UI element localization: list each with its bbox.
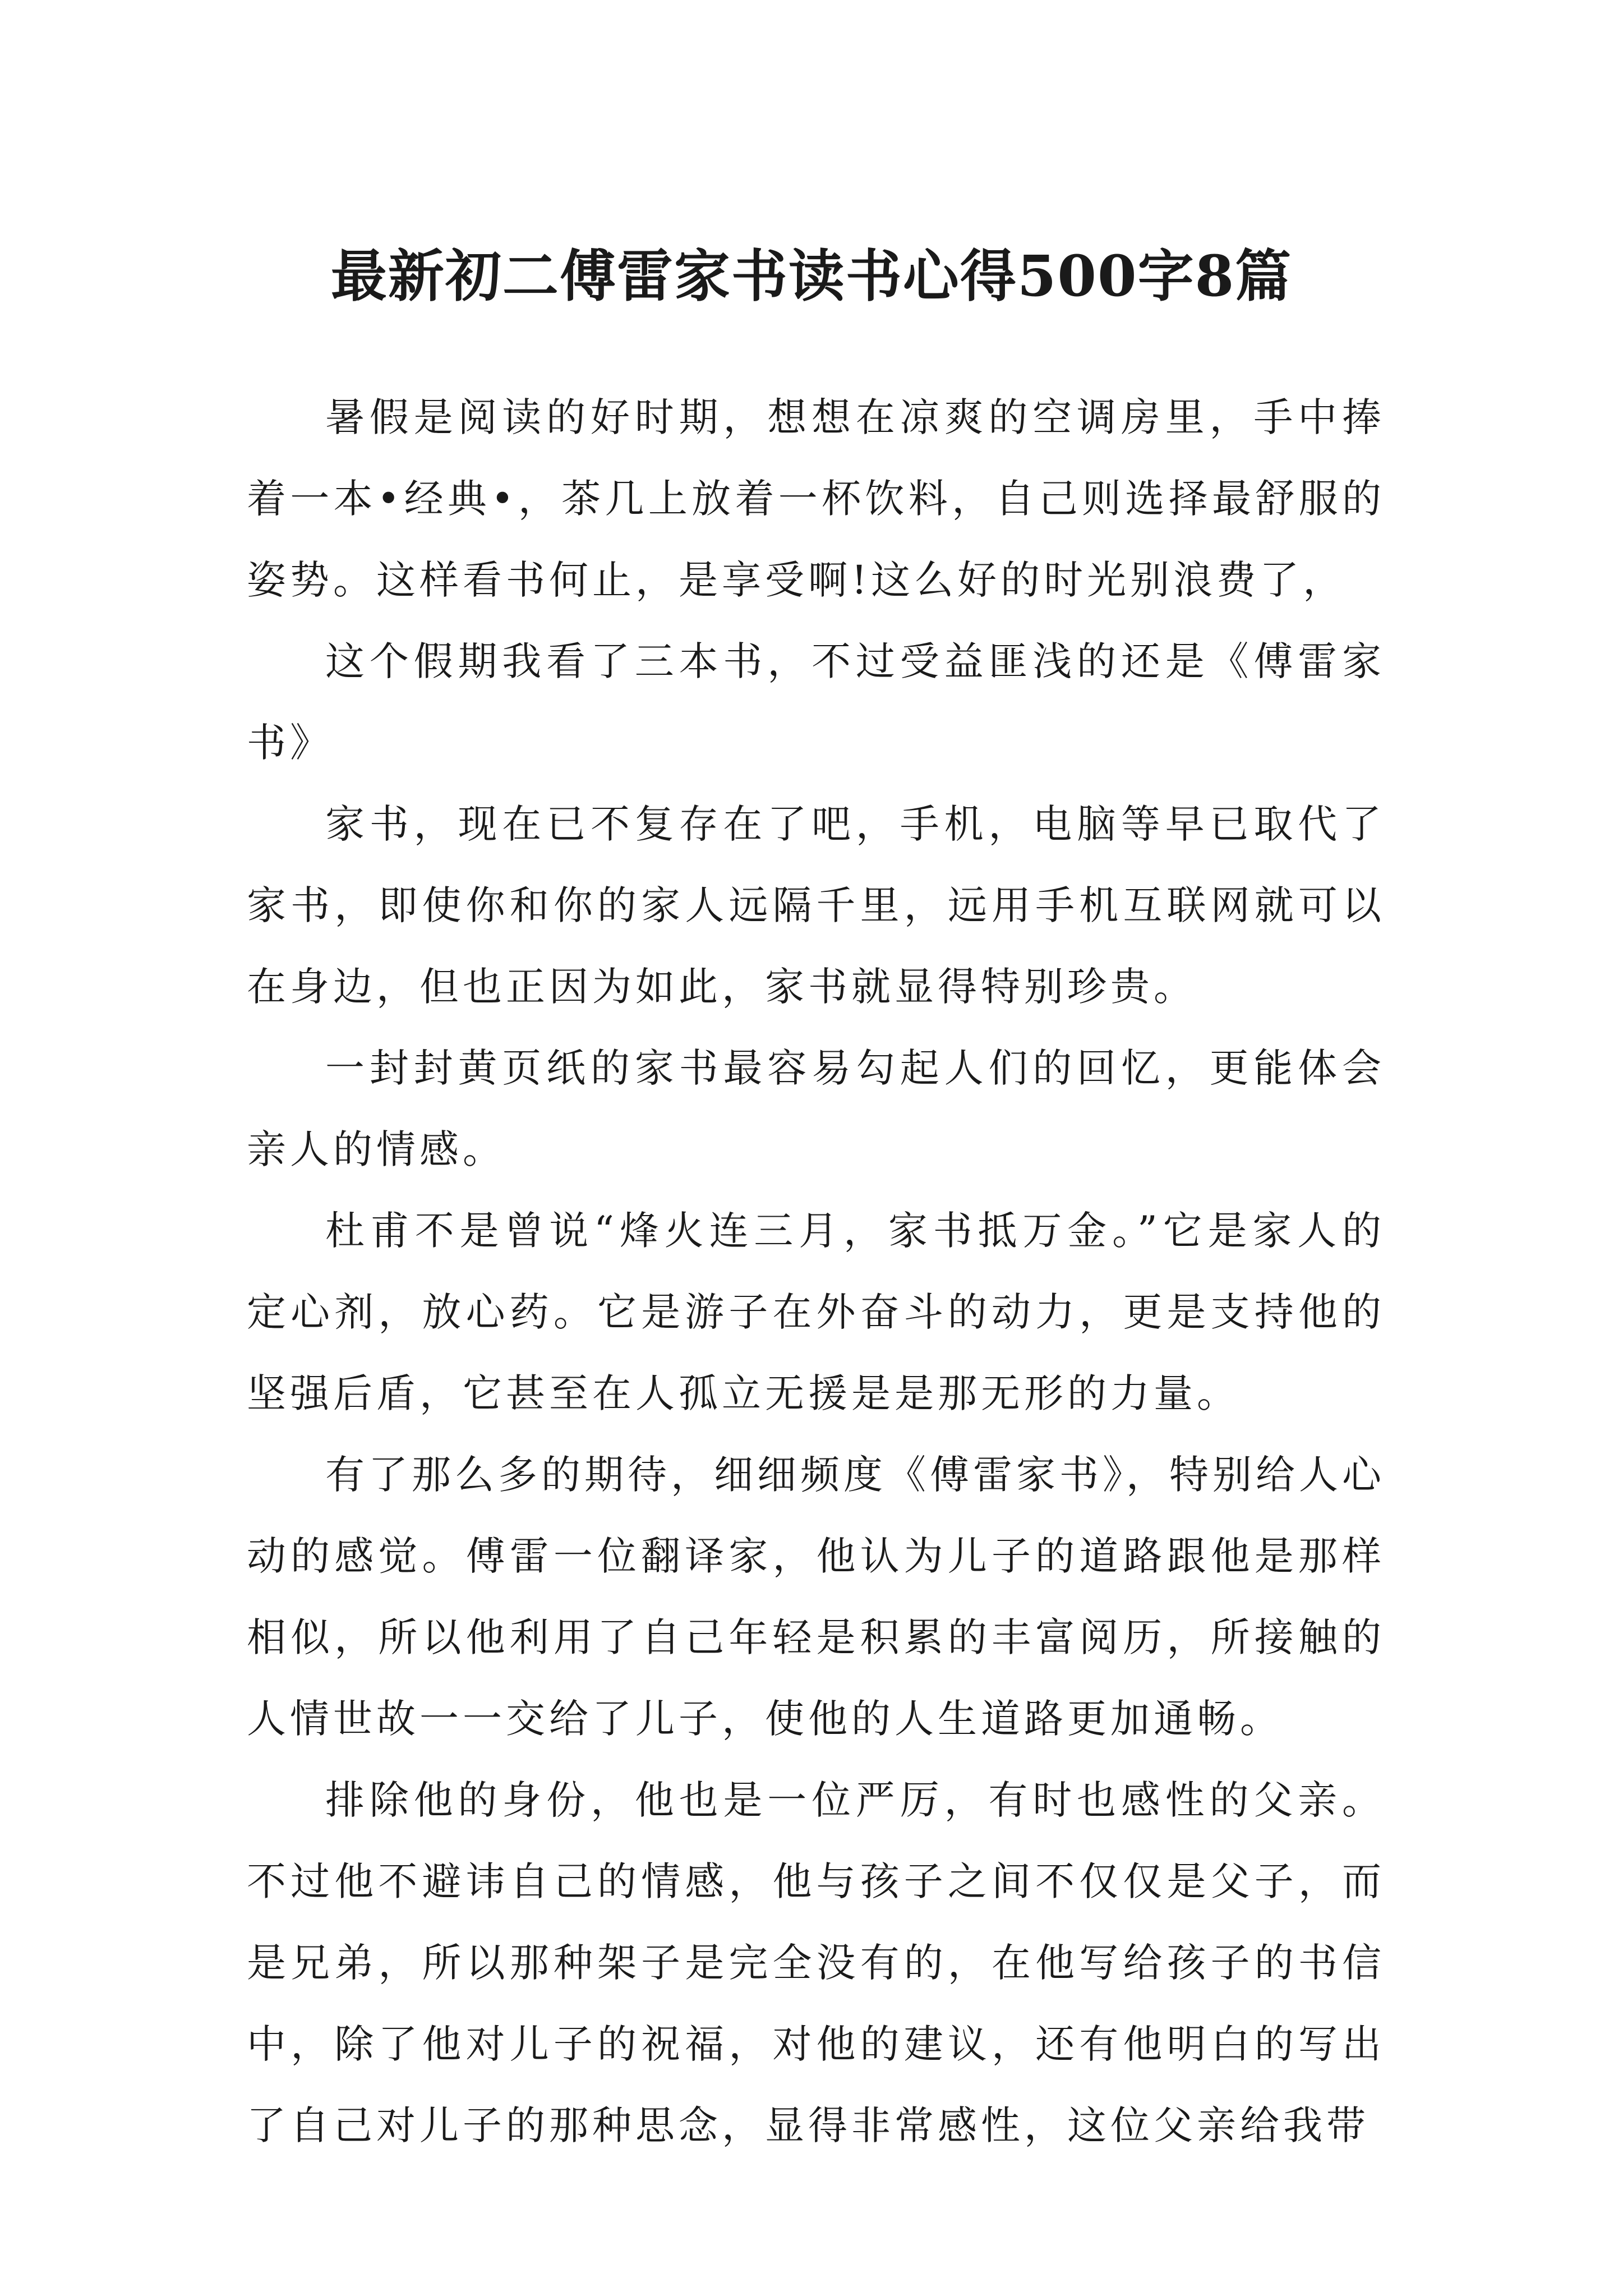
paragraph: 这个假期我看了三本书，不过受益匪浅的还是《傅雷家书》 [247, 638, 1385, 766]
document-title: 最新初二傅雷家书读书心得500字8篇 [330, 243, 1293, 309]
paragraph: 杜甫不是曾说“烽火连三月，家书抵万金。”它是家人的定心剂，放心药。它是游子在外奋斗的动力，更是支持他的坚强后盾，它甚至在人孤立无援是是那无形的力量。 [247, 1208, 1385, 1416]
paragraph: 暑假是阅读的好时期，想想在凉爽的空调房里，手中捧着一本•经典•，茶几上放着一杯饮料，自己则选择最舒服的姿势。这样看书何止，是享受啊!这么好的时光别浪费了， [247, 394, 1385, 603]
document-body [247, 377, 1385, 2166]
paragraph: 一封封黄页纸的家书最容易勾起人们的回忆，更能体会亲人的情感。 [247, 1045, 1385, 1172]
paragraph: 排除他的身份，他也是一位严厉，有时也感性的父亲。不过他不避讳自己的情感，他与孩子之间不仅仅是父子，而是兄弟，所以那种架子是完全没有的，在他写给孩子的书信中，除了他对儿子的祝福，对他的建议，还有他明白的写出了自己对儿子的那种思念，显得非常感性，这位父亲给我带 [247, 1777, 1385, 2148]
paragraph: 家书，现在已不复存在了吧，手机，电脑等早已取代了家书，即使你和你的家人远隔千里，远用手机互联网就可以在身边，但也正因为如此，家书就显得特别珍贵。 [247, 801, 1385, 1010]
paragraph: 有了那么多的期待，细细频度《傅雷家书》，特别给人心动的感觉。傅雷一位翻译家，他认为儿子的道路跟他是那样相似，所以他利用了自己年轻是积累的丰富阅历，所接触的人情世故一一交给了儿子，使他的人生道路更加通畅。 [247, 1452, 1385, 1742]
